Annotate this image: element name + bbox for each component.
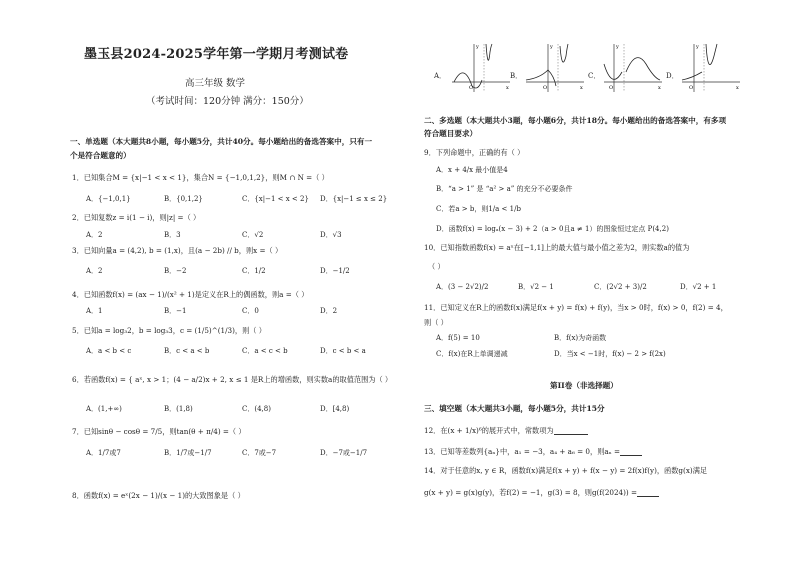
q6-option-b: B．(1,8) bbox=[164, 405, 193, 413]
q5-option-b: B．c < a < b bbox=[164, 347, 210, 355]
q12-line bbox=[424, 426, 588, 435]
graph-b-y-label: y bbox=[550, 44, 553, 50]
q10-option-d: D．√2 + 1 bbox=[680, 283, 717, 291]
q14-line2 bbox=[424, 488, 659, 497]
graph-d-origin-label: O bbox=[689, 85, 694, 91]
q3-stem: 3．已知向量a = (4,2), b = (1,x)，且(a − 2b) // b，则x =（ ） bbox=[72, 246, 283, 255]
q11-option-b: B．f(x)为奇函数 bbox=[554, 334, 607, 342]
q2-option-a: A．2 bbox=[86, 231, 103, 239]
q10-stem2: （ ） bbox=[428, 262, 445, 271]
q2-option-b: B．3 bbox=[164, 231, 181, 239]
graph-d-x-label: x bbox=[736, 85, 739, 91]
q1-option-c: C．{x|−1 < x < 2} bbox=[242, 195, 309, 203]
q9-option-b: B．“a > 1” 是 “a² > a” 的充分不必要条件 bbox=[436, 185, 573, 193]
section1-intro2: 个是符合题意的） bbox=[70, 151, 131, 160]
q3-option-c: C．1/2 bbox=[242, 267, 266, 275]
q6-option-a: A．(1,+∞) bbox=[86, 405, 122, 413]
q14-stem: 14．对于任意的x, y ∈ R，函数f(x)满足f(x + y) + f(x − y) = 2f(x)f(y)，函数g(x)满足 bbox=[424, 466, 708, 475]
q2-stem: 2．已知复数z = i(1 − i)，则|z| =（ ） bbox=[72, 213, 201, 222]
q5-option-c: C．a < c < b bbox=[242, 347, 288, 355]
q11-option-c: C．f(x)在R上单调递减 bbox=[436, 350, 508, 358]
q11-option-a: A．f(5) = 10 bbox=[436, 334, 480, 342]
q7-option-b: B．1/7或−1/7 bbox=[164, 449, 212, 457]
q8-graph-c bbox=[602, 42, 664, 94]
q14-stem2: g(x + y) = g(x)g(y)，若f(2) = −1，g(3) = 8，则g(f(2024)) = bbox=[424, 488, 638, 497]
q3-option-a: A．2 bbox=[86, 267, 103, 275]
section2-intro2: 符合题目要求） bbox=[424, 129, 478, 138]
q7-option-a: A．1/7或7 bbox=[86, 449, 121, 457]
grade-subject: 高三年级 数学 bbox=[185, 78, 246, 89]
q1-option-a: A．{−1,0,1} bbox=[86, 195, 131, 203]
q4-option-c: C．0 bbox=[242, 307, 259, 315]
part2-title: 第II卷（非选择题） bbox=[550, 381, 618, 390]
graph-b-origin-label: O bbox=[543, 85, 548, 91]
section3-intro: 三、填空题（本大题共3小题，每小题5分，共计15分 bbox=[424, 404, 605, 413]
graph-a-y-label: y bbox=[476, 44, 479, 50]
q11-stem2: 则（ ） bbox=[424, 318, 448, 327]
q8-graph-b bbox=[524, 42, 586, 94]
q8-graph-a bbox=[450, 42, 512, 94]
q1-option-b: B．{0,1,2} bbox=[164, 195, 203, 203]
exam-title: 墨玉县2024-2025学年第一学期月考测试卷 bbox=[84, 47, 349, 62]
q2-option-d: D．√3 bbox=[320, 231, 342, 239]
q4-option-d: D．2 bbox=[320, 307, 338, 315]
exam-info: （考试时间：120分钟 满分：150分） bbox=[146, 96, 309, 107]
q14-answer-blank[interactable] bbox=[637, 489, 659, 497]
q12-answer-blank[interactable] bbox=[554, 427, 588, 435]
q4-option-a: A．1 bbox=[86, 307, 103, 315]
q8-graph-d bbox=[680, 42, 742, 94]
q1-stem: 1．已知集合M = {x|−1 < x < 1}，集合N = {−1,0,1,2}，则M ∩ N =（ ） bbox=[72, 173, 329, 182]
q10-option-a: A．(3 − 2√2)/2 bbox=[436, 283, 489, 291]
q9-stem: 9．下列命题中，正确的有（ ） bbox=[424, 148, 525, 157]
q4-option-b: B．−1 bbox=[164, 307, 187, 315]
graph-d-y-label: y bbox=[696, 44, 699, 50]
q13-answer-blank[interactable] bbox=[620, 448, 642, 456]
q8-option-d: D． bbox=[666, 72, 679, 80]
q5-stem: 5．已知a = log₃2，b = log₃3，c = (1/5)^(1/3)，则（ ） bbox=[72, 326, 266, 335]
q7-option-d: D．−7或−1/7 bbox=[320, 449, 368, 457]
q11-stem: 11．已知定义在R上的函数f(x)满足f(x + y) = f(x) + f(y)，当x > 0时，f(x) > 0，f(2) = 4， bbox=[424, 303, 728, 312]
q8-option-c: C． bbox=[588, 72, 601, 80]
q10-option-b: B．√2 − 1 bbox=[518, 283, 554, 291]
q8-stem: 8．函数f(x) = eˣ(2x − 1)/(x − 1)的大致图象是（ ） bbox=[72, 491, 245, 500]
section1-intro: 一、单选题（本大题共8小题，每小题5分，共计40分。每小题给出的备选答案中，只有一 bbox=[70, 137, 373, 146]
q6-option-d: D．[4,8) bbox=[320, 405, 350, 413]
q9-option-a: A．x + 4/x 最小值是4 bbox=[436, 166, 508, 174]
q13-line bbox=[424, 447, 642, 456]
graph-c-y-label: y bbox=[616, 44, 619, 50]
q3-option-b: B．−2 bbox=[164, 267, 187, 275]
q5-option-a: A．a < b < c bbox=[86, 347, 132, 355]
section2-intro: 二、多选题（本大题共小3题，每小题6分，共计18分。每小题给出的备选答案中，有多项 bbox=[424, 116, 727, 125]
q10-stem: 10．已知指数函数f(x) = aˣ在[−1,1]上的最大值与最小值之差为2，则实数a的值为 bbox=[424, 243, 690, 252]
q12-stem: 12．在(x + 1/x)⁶的展开式中，常数项为 bbox=[424, 426, 554, 435]
q7-option-c: C．7或−7 bbox=[242, 449, 277, 457]
q5-option-d: D．c < b < a bbox=[320, 347, 366, 355]
q6-stem: 6．若函数f(x) = { aˣ, x > 1；(4 − a/2)x + 2, x ≤ 1 是R上的增函数，则实数a的取值范围为（ ） bbox=[72, 375, 393, 384]
graph-c-origin-label: O bbox=[609, 85, 614, 91]
q2-option-c: C．√2 bbox=[242, 231, 264, 239]
q1-option-d: D．{x|−1 ≤ x ≤ 2} bbox=[320, 195, 388, 203]
graph-a-x-label: x bbox=[506, 85, 509, 91]
graph-a-origin-label: O bbox=[469, 85, 474, 91]
q3-option-d: D．−1/2 bbox=[320, 267, 350, 275]
q8-option-b: B． bbox=[510, 72, 523, 80]
q9-option-d: D．函数f(x) = logₐ(x − 3) + 2（a > 0且a ≠ 1）的图象恒过定点 P(4,2) bbox=[436, 225, 669, 233]
q9-option-c: C．若a > b，则1/a < 1/b bbox=[436, 205, 521, 213]
q6-option-c: C．(4,8) bbox=[242, 405, 271, 413]
q7-stem: 7．已知sinθ − cosθ = 7/5，则tan(θ + π/4) =（ ） bbox=[72, 427, 246, 436]
q8-option-a: A． bbox=[434, 72, 447, 80]
q4-stem: 4．已知函数f(x) = (ax − 1)/(x² + 1)是定义在R上的偶函数，则a =（ ） bbox=[72, 290, 309, 299]
graph-b-x-label: x bbox=[580, 85, 583, 91]
q11-option-d: D．当x < −1时，f(x) − 2 > f(2x) bbox=[554, 350, 666, 358]
q13-stem: 13．已知等差数列{aₙ}中，a₁ = −3，a₄ + a₆ = 0，则aₙ = bbox=[424, 447, 621, 456]
graph-c-x-label: x bbox=[658, 85, 661, 91]
q10-option-c: C．(2√2 + 3)/2 bbox=[594, 283, 647, 291]
